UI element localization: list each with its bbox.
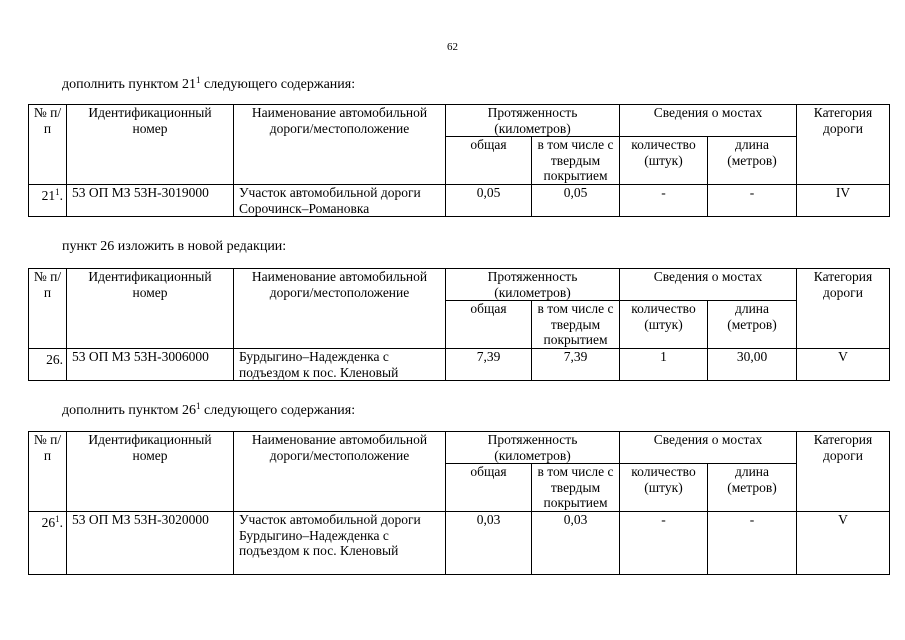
row-bridges-count: - (620, 185, 708, 217)
road-table (28, 104, 890, 217)
header-category: Категория дороги (797, 432, 890, 512)
header-length: Протяженность (километров) (446, 105, 620, 137)
row-id: 53 ОП МЗ 53Н-3019000 (67, 185, 234, 217)
header-length-paved: в том числе с твердым покрытием (532, 301, 620, 349)
section-intro: пункт 26 изложить в новой редакции: (62, 239, 287, 254)
table-row (29, 512, 890, 575)
header-id: Идентификационный номер (67, 269, 234, 349)
header-length: Протяженность (километров) (446, 432, 620, 464)
header-length-total: общая (446, 464, 532, 512)
header-bridges: Сведения о мостах (620, 269, 797, 301)
table-row (29, 349, 890, 381)
row-length-paved: 0,05 (532, 185, 620, 217)
row-length-paved: 0,03 (532, 512, 620, 575)
header-bridges-count: количество (штук) (620, 464, 708, 512)
row-id: 53 ОП МЗ 53Н-3006000 (67, 349, 234, 381)
row-name: Бурдыгино–Надежденка с подъездом к пос. Кленовый (234, 349, 446, 381)
header-num: № п/п (29, 269, 67, 349)
row-name: Участок автомобильной дороги Бурдыгино–Надежденка с подъездом к пос. Кленовый (234, 512, 446, 575)
header-name: Наименование автомобильной дороги/местоположение (234, 432, 446, 512)
row-num: 26. (29, 349, 67, 381)
header-length-total: общая (446, 301, 532, 349)
header-length-total: общая (446, 137, 532, 185)
row-length-paved: 7,39 (532, 349, 620, 381)
row-bridges-length: - (708, 512, 797, 575)
row-length-total: 0,05 (446, 185, 532, 217)
header-id: Идентификационный номер (67, 432, 234, 512)
header-name: Наименование автомобильной дороги/местоположение (234, 105, 446, 185)
header-bridges: Сведения о мостах (620, 432, 797, 464)
header-bridges: Сведения о мостах (620, 105, 797, 137)
row-bridges-length: - (708, 185, 797, 217)
row-length-total: 0,03 (446, 512, 532, 575)
header-bridges-count: количество (штук) (620, 137, 708, 185)
header-bridges-length: длина (метров) (708, 301, 797, 349)
header-length-paved: в том числе с твердым покрытием (532, 464, 620, 512)
header-bridges-length: длина (метров) (708, 464, 797, 512)
header-num: № п/п (29, 105, 67, 185)
page-number: 62 (447, 41, 458, 53)
header-length: Протяженность (километров) (446, 269, 620, 301)
header-length-paved: в том числе с твердым покрытием (532, 137, 620, 185)
header-name: Наименование автомобильной дороги/местоположение (234, 269, 446, 349)
section-intro: дополнить пунктом $21^1$ следующего содержания: (62, 75, 356, 92)
road-table (28, 268, 890, 381)
road-table (28, 431, 890, 575)
row-num: $26^1$. (29, 512, 67, 575)
row-bridges-count: 1 (620, 349, 708, 381)
row-name: Участок автомобильной дороги Сорочинск–Романовка (234, 185, 446, 217)
section-intro: дополнить пунктом $26^1$ следующего содержания: (62, 401, 356, 418)
header-bridges-length: длина (метров) (708, 137, 797, 185)
row-id: 53 ОП МЗ 53Н-3020000 (67, 512, 234, 575)
header-category: Категория дороги (797, 269, 890, 349)
row-bridges-count: - (620, 512, 708, 575)
row-category: V (797, 349, 890, 381)
row-length-total: 7,39 (446, 349, 532, 381)
row-category: IV (797, 185, 890, 217)
table-row (29, 185, 890, 217)
row-num: $21^1$. (29, 185, 67, 217)
row-bridges-length: 30,00 (708, 349, 797, 381)
header-category: Категория дороги (797, 105, 890, 185)
header-bridges-count: количество (штук) (620, 301, 708, 349)
header-num: № п/п (29, 432, 67, 512)
row-category: V (797, 512, 890, 575)
header-id: Идентификационный номер (67, 105, 234, 185)
